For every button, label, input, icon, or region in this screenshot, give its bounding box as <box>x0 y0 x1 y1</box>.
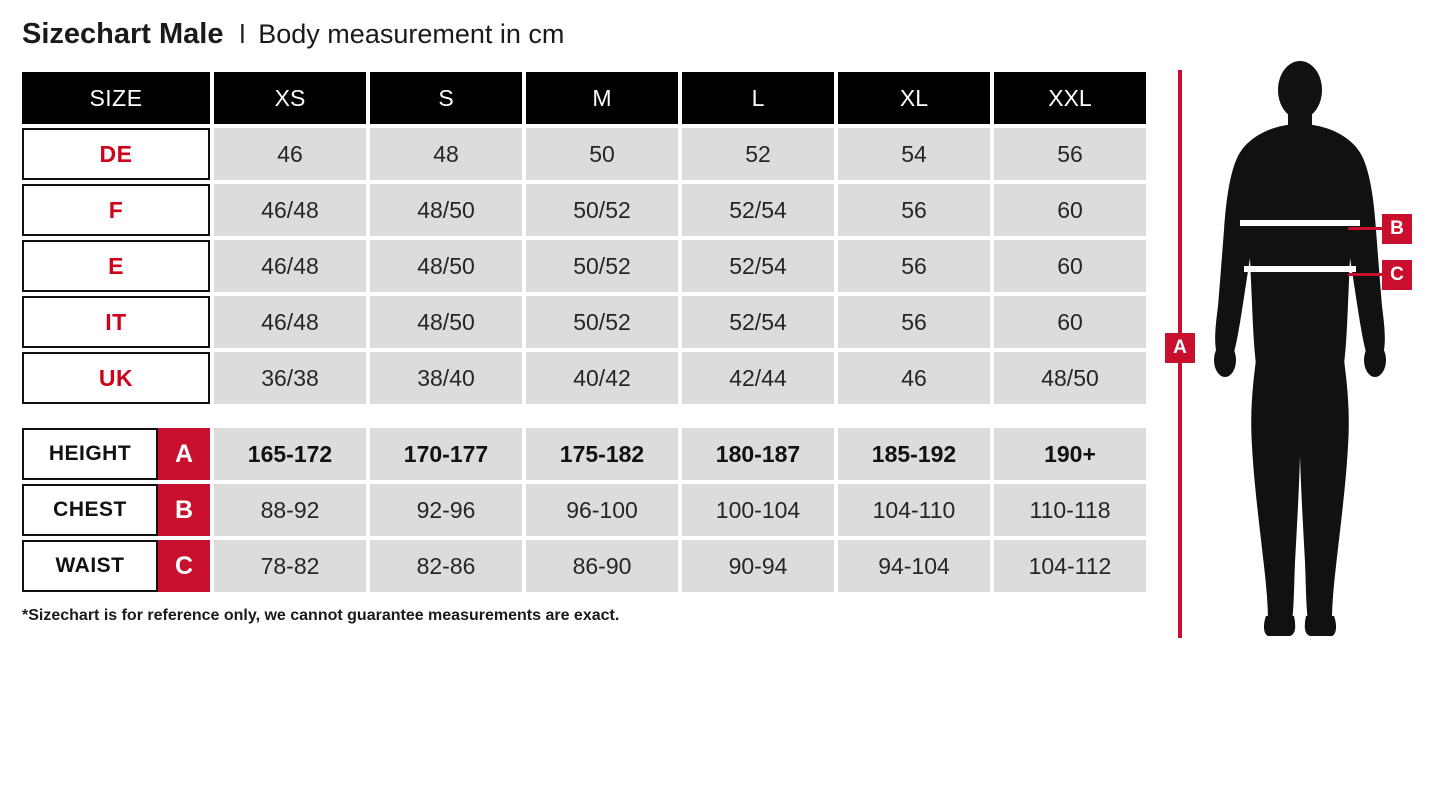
cell-it-xl: 56 <box>838 296 990 348</box>
cell-waist-xl: 94-104 <box>838 540 990 592</box>
cell-height-xxl: 190+ <box>994 428 1146 480</box>
cell-uk-m: 40/42 <box>526 352 678 404</box>
header-cell-xxl: XXL <box>994 72 1146 124</box>
cell-e-xl: 56 <box>838 240 990 292</box>
cell-chest-xxl: 110-118 <box>994 484 1146 536</box>
cell-chest-s: 92-96 <box>370 484 522 536</box>
figure-badge-a: A <box>1165 333 1195 363</box>
cell-height-xs: 165-172 <box>214 428 366 480</box>
header-cell-s: S <box>370 72 522 124</box>
table-row <box>22 484 1156 536</box>
cell-e-xxl: 60 <box>994 240 1146 292</box>
row-label-chest <box>22 484 210 536</box>
cell-waist-m: 86-90 <box>526 540 678 592</box>
cell-de-xs: 46 <box>214 128 366 180</box>
row-label-height <box>22 428 210 480</box>
cell-f-xl: 56 <box>838 184 990 236</box>
table-row <box>22 352 1156 404</box>
cell-chest-m: 96-100 <box>526 484 678 536</box>
header-cell-xl: XL <box>838 72 990 124</box>
cell-f-m: 50/52 <box>526 184 678 236</box>
cell-uk-xs: 36/38 <box>214 352 366 404</box>
cell-waist-xxl: 104-112 <box>994 540 1146 592</box>
table-row <box>22 240 1156 292</box>
header-cell-xs: XS <box>214 72 366 124</box>
cell-de-xl: 54 <box>838 128 990 180</box>
badge-a: A <box>158 428 210 480</box>
cell-e-m: 50/52 <box>526 240 678 292</box>
table-row <box>22 540 1156 592</box>
row-label-de: DE <box>22 128 210 180</box>
chest-tick-line <box>1348 227 1384 230</box>
footnote: *Sizechart is for reference only, we cannot guarantee measurements are exact. <box>22 607 620 624</box>
measurement-label-height: HEIGHT <box>22 428 158 480</box>
title-subtitle: Body measurement in cm <box>258 19 565 49</box>
title-main: Sizechart Male <box>22 18 224 50</box>
cell-it-m: 50/52 <box>526 296 678 348</box>
badge-b: B <box>158 484 210 536</box>
row-label-uk: UK <box>22 352 210 404</box>
table-row <box>22 128 1156 180</box>
cell-de-xxl: 56 <box>994 128 1146 180</box>
cell-f-xxl: 60 <box>994 184 1146 236</box>
row-label-f: F <box>22 184 210 236</box>
cell-height-xl: 185-192 <box>838 428 990 480</box>
cell-de-s: 48 <box>370 128 522 180</box>
cell-chest-xs: 88-92 <box>214 484 366 536</box>
table-header-row <box>22 72 1156 124</box>
table-row <box>22 296 1156 348</box>
cell-uk-xxl: 48/50 <box>994 352 1146 404</box>
row-label-it: IT <box>22 296 210 348</box>
cell-it-l: 52/54 <box>682 296 834 348</box>
cell-chest-xl: 104-110 <box>838 484 990 536</box>
title-separator: l <box>239 19 246 49</box>
cell-uk-xl: 46 <box>838 352 990 404</box>
cell-f-l: 52/54 <box>682 184 834 236</box>
cell-it-xxl: 60 <box>994 296 1146 348</box>
cell-f-xs: 46/48 <box>214 184 366 236</box>
row-label-e: E <box>22 240 210 292</box>
header-cell-l: L <box>682 72 834 124</box>
table-row <box>22 428 1156 480</box>
figure-badge-b: B <box>1382 214 1412 244</box>
measurement-label-chest: CHEST <box>22 484 158 536</box>
cell-waist-s: 82-86 <box>370 540 522 592</box>
cell-waist-l: 90-94 <box>682 540 834 592</box>
body-figure <box>1160 60 1430 640</box>
cell-waist-xs: 78-82 <box>214 540 366 592</box>
badge-c: C <box>158 540 210 592</box>
cell-it-xs: 46/48 <box>214 296 366 348</box>
row-label-waist <box>22 540 210 592</box>
male-silhouette-icon <box>1200 60 1400 640</box>
cell-de-m: 50 <box>526 128 678 180</box>
cell-height-s: 170-177 <box>370 428 522 480</box>
header-cell-size: SIZE <box>22 72 210 124</box>
cell-de-l: 52 <box>682 128 834 180</box>
cell-uk-l: 42/44 <box>682 352 834 404</box>
waist-tick-line <box>1348 273 1384 276</box>
cell-height-l: 180-187 <box>682 428 834 480</box>
cell-it-s: 48/50 <box>370 296 522 348</box>
cell-e-l: 52/54 <box>682 240 834 292</box>
cell-e-xs: 46/48 <box>214 240 366 292</box>
cell-uk-s: 38/40 <box>370 352 522 404</box>
table-row <box>22 184 1156 236</box>
cell-chest-l: 100-104 <box>682 484 834 536</box>
measurement-label-waist: WAIST <box>22 540 158 592</box>
sizechart-table <box>22 72 1156 596</box>
cell-e-s: 48/50 <box>370 240 522 292</box>
header-cell-m: M <box>526 72 678 124</box>
cell-height-m: 175-182 <box>526 428 678 480</box>
page-title <box>22 18 564 51</box>
figure-badge-c: C <box>1382 260 1412 290</box>
cell-f-s: 48/50 <box>370 184 522 236</box>
